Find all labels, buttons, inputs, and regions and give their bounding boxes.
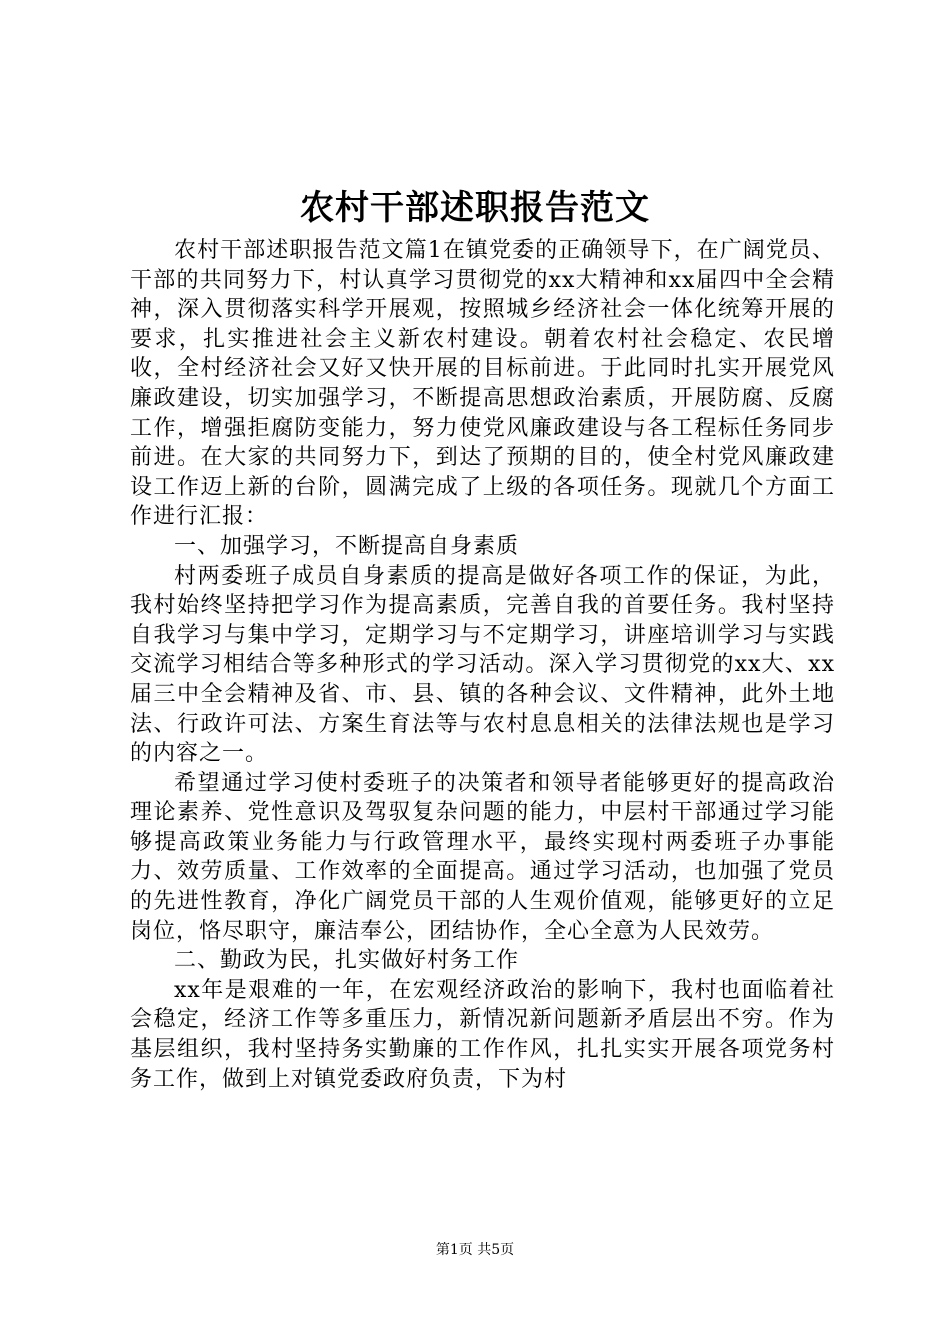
paragraph-section-1b: 希望通过学习使村委班子的决策者和领导者能够更好的提高政治理论素养、党性意识及驾驭复杂问题的能力，中层村干部通过学习能够提高政策业务能力与行政管理水平，最终实现村两委班子办事能力、效劳质量、工作效率的全面提高。通过学习活动，也加强了党员的先进性教育，净化广阔党员干部的人生观价值观，能够更好的立足岗位，恪尽职守，廉洁奉公，团结协作，全心全意为人民效劳。: [130, 770, 835, 944]
paragraph-section-2a: xx年是艰难的一年，在宏观经济政治的影响下，我村也面临着社会稳定，经济工作等多重压力，新情况新问题新矛盾层出不穷。作为基层组织，我村坚持务实勤廉的工作作风，扎扎实实开展各项党务村务工作，做到上对镇党委政府负责，下为村: [130, 977, 835, 1092]
section-heading-1: 一、加强学习，不断提高自身素质: [174, 533, 520, 559]
page-footer: 第1页 共5页: [435, 1242, 515, 1258]
section-heading-2: 二、勤政为民，扎实做好村务工作: [174, 948, 520, 974]
paragraph-section-1a: 村两委班子成员自身素质的提高是做好各项工作的保证，为此，我村始终坚持把学习作为提高素质，完善自我的首要任务。我村坚持自我学习与集中学习，定期学习与不定期学习，讲座培训学习与实践交流学习相结合等多种形式的学习活动。深入学习贯彻党的xx大、xx届三中全会精神及省、市、县、镇的各种会议、文件精神，此外土地法、行政许可法、方案生育法等与农村息息相关的法律法规也是学习的内容之一。: [130, 563, 835, 767]
document-body: [130, 236, 835, 1094]
document-title: 农村干部述职报告范文: [300, 188, 650, 228]
paragraph-intro: 农村干部述职报告范文篇1在镇党委的正确领导下，在广阔党员、干部的共同努力下，村认真学习贯彻党的xx大精神和xx届四中全会精神，深入贯彻落实科学开展观，按照城乡经济社会一体化统筹开展的要求，扎实推进社会主义新农村建设。朝着农村社会稳定、农民增收，全村经济社会又好又快开展的目标前进。于此同时扎实开展党风廉政建设，切实加强学习，不断提高思想政治素质，开展防腐、反腐工作，增强拒腐防变能力，努力使党风廉政建设与各工程标任务同步前进。在大家的共同努力下，到达了预期的目的，使全村党风廉政建设工作迈上新的台阶，圆满完成了上级的各项任务。现就几个方面工作进行汇报：: [130, 238, 835, 530]
